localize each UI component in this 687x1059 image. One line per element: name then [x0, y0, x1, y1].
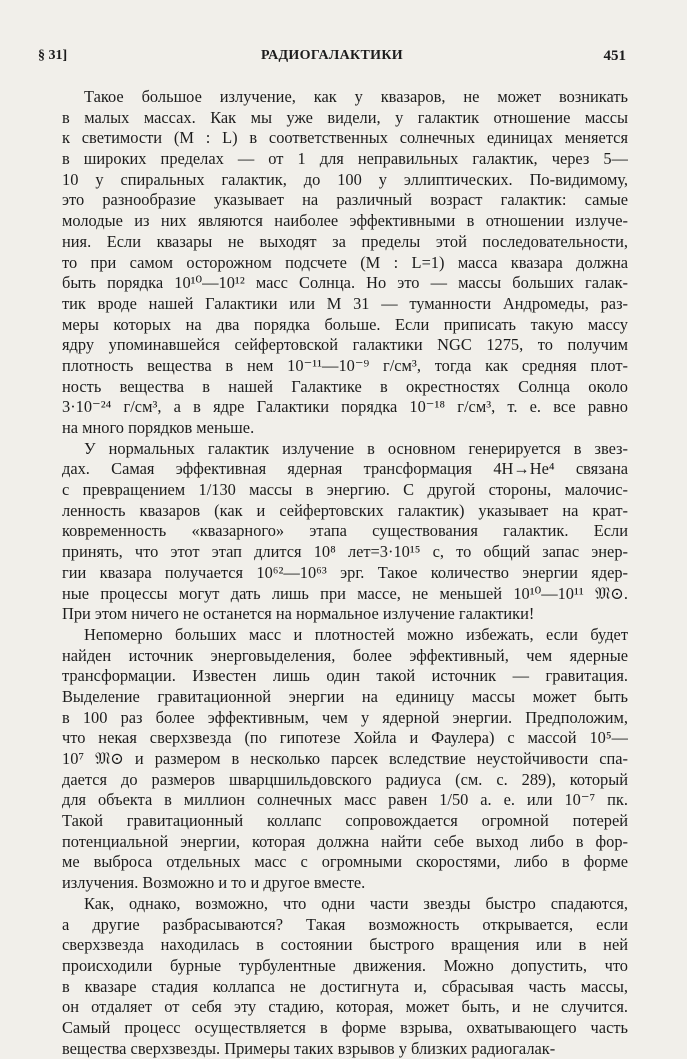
text-line: При этом ничего не останется на нормальное излучение галактики! [62, 604, 535, 624]
text-line: меры которых на два порядка больше. Если приписать такую массу [62, 314, 628, 334]
text-line: Самый процесс осуществляется в форме взрыва, охватывающего часть [62, 1017, 628, 1037]
text-line: Выделение гравитационной энергии на единицу массы может быть [62, 686, 628, 706]
text-line: на много порядков меньше. [62, 418, 255, 437]
text-line: вещества сверхзвезды. Примеры таких взрывов у близких радиогалак- [62, 1038, 556, 1058]
text-line: Такой гравитационный коллапс сопровождается огромной потерей [62, 811, 628, 831]
text-line: Непомерно больших масс и плотностей можно избежать, если будет [84, 624, 628, 644]
text-line: ядру упоминавшейся сейфертовской галактики NGC 1275, то получим [62, 335, 628, 355]
text-line: дается до размеров шварцшильдовского радиуса (см. с. 289), который [62, 769, 628, 789]
text-line: ленность квазаров (как и сейфертовских галактик) указывает на крат- [62, 500, 628, 520]
chapter-title: РАДИОГАЛАКТИКИ [261, 48, 403, 63]
text-line: быть порядка 10¹⁰—10¹² масс Солнца. Но это — массы больших галак- [62, 273, 628, 293]
text-line: 3·10⁻²⁴ г/см³, а в ядре Галактики порядка 10⁻¹⁸ г/см³, т. е. все равно [62, 397, 628, 417]
text-line: ковременность «квазарного» этапа существования галактик. Если [62, 521, 628, 541]
page-number: 451 [603, 48, 626, 64]
text-line: Как, однако, возможно, что одни части звезды быстро спадаются, [84, 893, 628, 913]
body-text [62, 87, 628, 1059]
paragraph [62, 439, 628, 625]
text-line: в малых массах. Как мы уже видели, у галактик отношение массы [62, 107, 628, 127]
text-line: У нормальных галактик излучение в основном генерируется в звез- [84, 438, 628, 458]
text-line: ность вещества в нашей Галактике в окрестностях Солнца около [62, 376, 628, 396]
text-line: ные процессы могут дать лишь при массе, не меньшей 10¹⁰—10¹¹ 𝔐⊙. [62, 583, 628, 603]
text-line: в широких пределах — от 1 для неправильных галактик, через 5— [62, 149, 628, 169]
text-line: что некая сверхзвезда (по гипотезе Хойла и Фаулера) с массой 10⁵— [62, 728, 628, 748]
text-line: тик вроде нашей Галактики или M 31 — туманности Андромеды, раз- [62, 293, 628, 313]
text-line: а другие разбрасываются? Такая возможность открывается, если [62, 914, 628, 934]
text-line: происходили бурные турбулентные движения. Можно допустить, что [62, 955, 628, 975]
text-line: 10⁷ 𝔐⊙ и размером в несколько парсек вследствие неустойчивости спа- [62, 749, 628, 768]
paragraph [62, 87, 628, 439]
text-line: дах. Самая эффективная ядерная трансформация 4H→He⁴ связана [62, 459, 628, 479]
text-line: сверхзвезда находилась в состоянии быстрого вращения или в ней [62, 935, 628, 955]
text-line: для объекта в миллион солнечных масс равен 1/50 а. е. или 10⁻⁷ пк. [62, 790, 628, 810]
text-line: 10 у спиральных галактик, до 100 у эллиптических. По-видимому, [62, 169, 628, 189]
text-line: излучения. Возможно и то и другое вместе. [62, 873, 366, 893]
text-line: к светимости (M : L) в соответственных солнечных единицах меняется [62, 128, 628, 148]
text-line: в квазаре стадия коллапса не достигнута и, сбрасывая часть массы, [62, 976, 628, 996]
text-line: в 100 раз более эффективным, чем у ядерной энергии. Предположим, [62, 707, 628, 727]
paragraph [62, 894, 628, 1059]
text-line: с превращением 1/130 массы в энергию. С другой стороны, малочис- [62, 480, 628, 500]
running-header [38, 48, 626, 72]
text-line: Такое большое излучение, как у квазаров, не может возникать [84, 87, 628, 106]
text-line: гии квазара получается 10⁶²—10⁶³ эрг. Такое количество энергии ядер- [62, 562, 628, 582]
text-line: потенциальной энергии, которая должна найти себе выход либо в фор- [62, 831, 628, 851]
text-line: принять, что этот этап длится 10⁸ лет=3·10¹⁵ с, то общий запас энер- [62, 542, 628, 562]
text-line: молодые из них являются наиболее эффективными в отношении излуче- [62, 211, 628, 231]
text-line: плотность вещества в нем 10⁻¹¹—10⁻⁹ г/см³, тогда как средняя плот- [62, 355, 628, 375]
paragraph [62, 625, 628, 894]
text-line: найден источник энерговыделения, более эффективный, чем ядерные [62, 645, 628, 665]
text-line: он отдаляет от себя эту стадию, которая, может быть, и не случится. [62, 997, 628, 1017]
section-marker: § 31] [38, 48, 68, 63]
text-line: трансформации. Известен лишь один такой источник — гравитация. [62, 666, 628, 686]
text-line: это разнообразие указывает на различный возраст галактик: самые [62, 190, 628, 210]
text-line: ме выброса отдельных масс с огромными скоростями, либо в форме [62, 852, 628, 872]
text-line: ния. Если квазары не выходят за пределы этой последовательности, [62, 231, 628, 251]
text-line: то при самом осторожном подсчете (M : L=1) масса квазара должна [62, 252, 628, 272]
